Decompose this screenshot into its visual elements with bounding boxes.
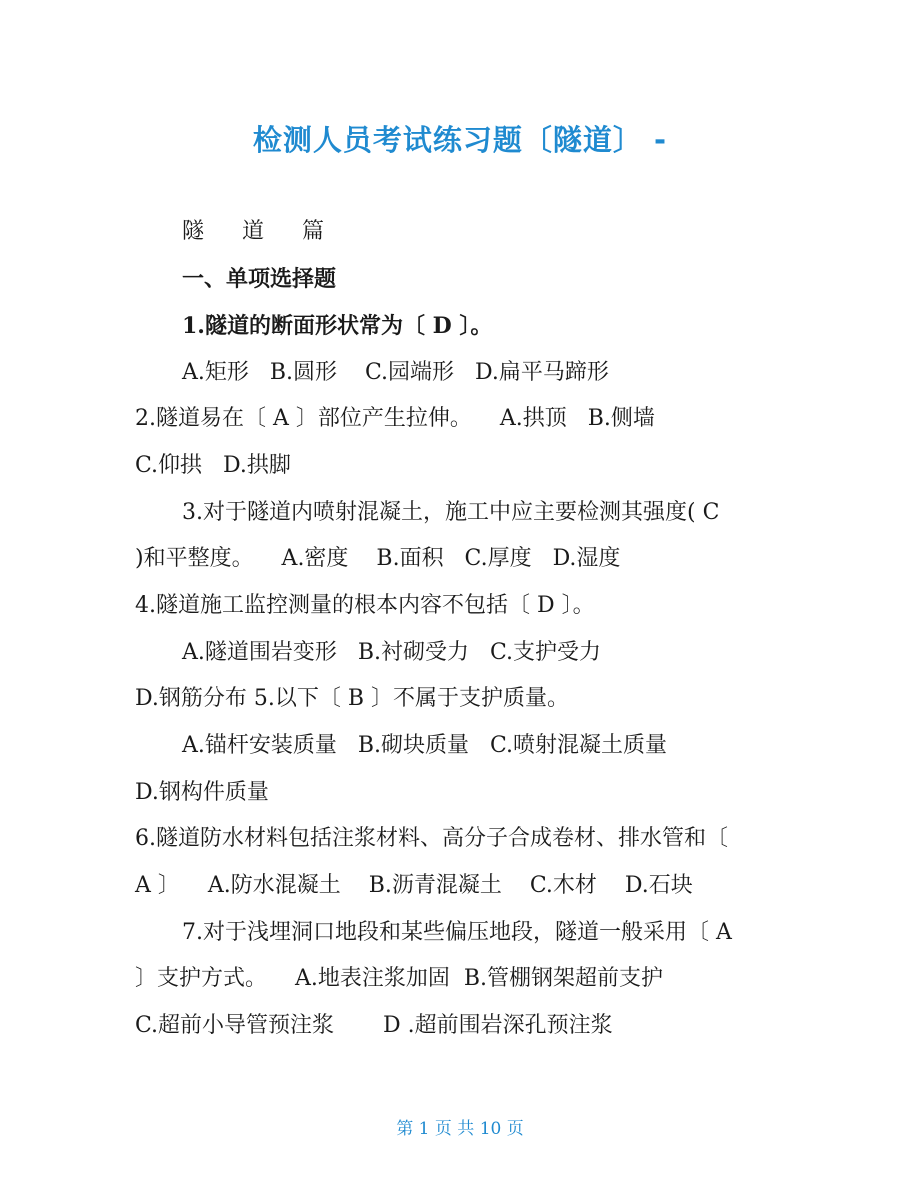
question-3: 3.对于隧道内喷射混凝土，施工中应主要检测其强度( C [182,500,720,525]
page-footer: 第 1 页 共 10 页 [396,1119,524,1139]
question-5: D.钢筋分布 5.以下〔 B 〕不属于支护质量。 [135,686,569,711]
document-title: 检测人员考试练习题〔隧道〕 - [252,123,668,157]
question-4-options: A.隧道围岩变形 B.衬砌受力 C.支护受力 [182,640,602,665]
question-1: 1.隧道的断面形状常为〔 D 〕。 [182,313,493,339]
question-6-options: A 〕 A.防水混凝土 B.沥青混凝土 C.木材 D.石块 [135,873,693,898]
question-4: 4.隧道施工监控测量的根本内容不包括〔 D 〕。 [135,593,595,618]
question-7-options-1: 〕支护方式。 A.地表注浆加固 B.管棚钢架超前支护 [135,966,664,991]
question-5-options: A.锚杆安装质量 B.砌块质量 C.喷射混凝土质量 [182,733,668,758]
question-7: 7.对于浅埋洞口地段和某些偏压地段，隧道一般采用〔 A [182,920,732,945]
question-3-options: )和平整度。 A.密度 B.面积 C.厚度 D.湿度 [135,546,621,571]
section-heading-tunnel: 隧 道 篇 [182,219,326,244]
question-2: 2.隧道易在〔 A 〕部位产生拉伸。 A.拱顶 B.侧墙 [135,406,655,431]
question-6: 6.隧道防水材料包括注浆材料、高分子合成卷材、排水管和〔 [135,826,728,851]
question-7-options-2: C.超前小导管预注浆 D .超前围岩深孔预注浆 [135,1013,613,1038]
question-1-options: A.矩形 B.圆形 C.园端形 D.扁平马蹄形 [182,360,609,385]
question-5-option-d: D.钢构件质量 [135,780,269,805]
section-heading-single-choice: 一、单项选择题 [182,266,337,292]
question-2-options: C.仰拱 D.拱脚 [135,453,291,478]
